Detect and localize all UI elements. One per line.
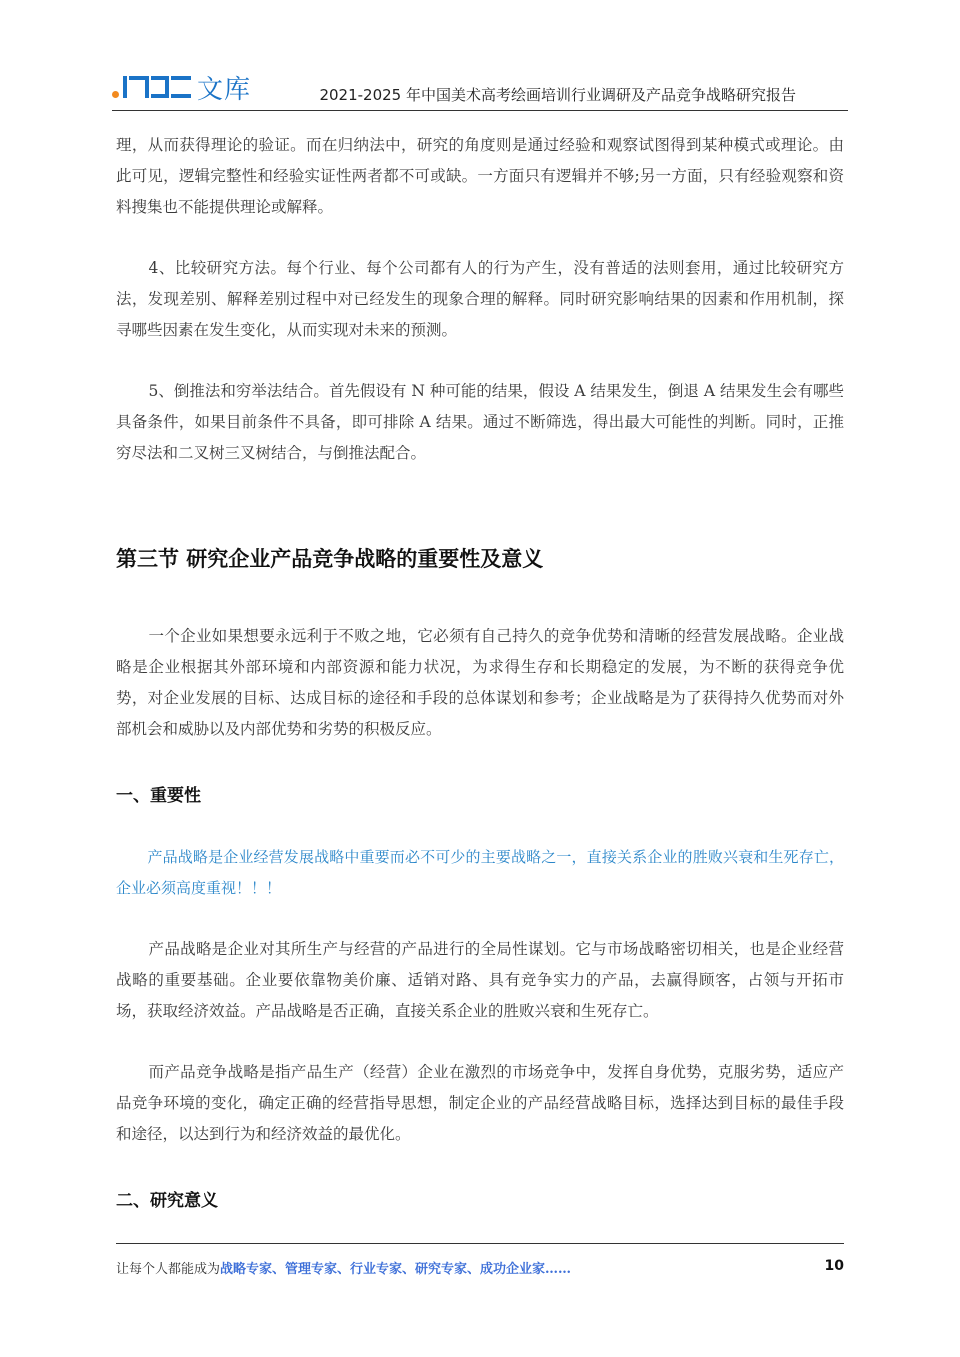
logo[interactable] — [112, 70, 251, 104]
paragraph: 而产品竞争战略是指产品生产（经营）企业在激烈的市场竞争中，发挥自身优势，克服劣势，适应产品竞争环境的变化，确定正确的经营指导思想，制定企业的产品经营战略目标，选择达到目标的最佳手段和途径，以达到行为和经济效益的最优化。 — [116, 1063, 844, 1143]
paragraph: 产品战略是企业对其所生产与经营的产品进行的全局性谋划。它与市场战略密切相关，也是企业经营战略的重要基础。企业要依靠物美价廉、适销对路、具有竞争实力的产品，去赢得顾客，占领与开拓市场，获取经济效益。产品战略是否正确，直接关系企业的胜败兴衰和生死存亡。 — [116, 940, 844, 1020]
footer-divider — [116, 1243, 844, 1244]
report-title: 2021-2025 年中国美术高考绘画培训行业调研及产品竞争战略研究报告 — [319, 86, 796, 104]
logo-mark-icon — [123, 76, 191, 98]
subsection-title: 二、研究意义 — [116, 1191, 218, 1211]
paragraph: 5、倒推法和穷举法结合。首先假设有 N 种可能的结果，假设 A 结果发生，倒退 A 结果发生会有哪些具备条件，如果目前条件不具备，即可排除 A 结果。通过不断筛选，得出最大可能性的判断。同时，正推穷尽法和二叉树三叉树结合，与倒推法配合。 — [116, 382, 844, 462]
logo-dot-icon — [112, 91, 119, 98]
logo-text: 文库 — [197, 74, 252, 105]
highlight-paragraph: 产品战略是企业经营发展战略中重要而必不可少的主要战略之一，直接关系企业的胜败兴衰和生死存亡，企业必须高度重视！！！ — [116, 848, 844, 897]
page-content — [116, 130, 844, 1211]
paragraph: 一个企业如果想要永远利于不败之地，它必须有自己持久的竞争优势和清晰的经营发展战略。企业战略是企业根据其外部环境和内部资源和能力状况，为求得生存和长期稳定的发展，为不断的获得竞争优势，对企业发展的目标、达成目标的途径和手段的总体谋划和参考；企业战略是为了获得持久优势而对外部机会和威胁以及内部优势和劣势的积极反应。 — [116, 627, 844, 738]
paragraph: 4、比较研究方法。每个行业、每个公司都有人的行为产生，没有普适的法则套用，通过比较研究方法，发现差别、解释差别过程中对已经发生的现象合理的解释。同时研究影响结果的因素和作用机制，探寻哪些因素在发生变化，从而实现对未来的预测。 — [116, 259, 844, 339]
paragraph: 理，从而获得理论的验证。而在归纳法中，研究的角度则是通过经验和观察试图得到某种模式或理论。由此可见，逻辑完整性和经验实证性两者都不可或缺。一方面只有逻辑并不够;另一方面，只有经验观察和资料搜集也不能提供理论或解释。 — [116, 136, 844, 216]
page-header — [112, 66, 848, 111]
footer-slogan-lead: 让每个人都能成为 — [116, 1262, 221, 1277]
footer-slogan-highlight: 战略专家、管理专家、行业专家、研究专家、成功企业家…… — [220, 1262, 572, 1277]
page-number: 10 — [824, 1258, 844, 1274]
page-footer — [116, 1258, 844, 1277]
section-title: 第三节 研究企业产品竞争战略的重要性及意义 — [116, 547, 544, 571]
subsection-title: 一、重要性 — [116, 786, 201, 806]
